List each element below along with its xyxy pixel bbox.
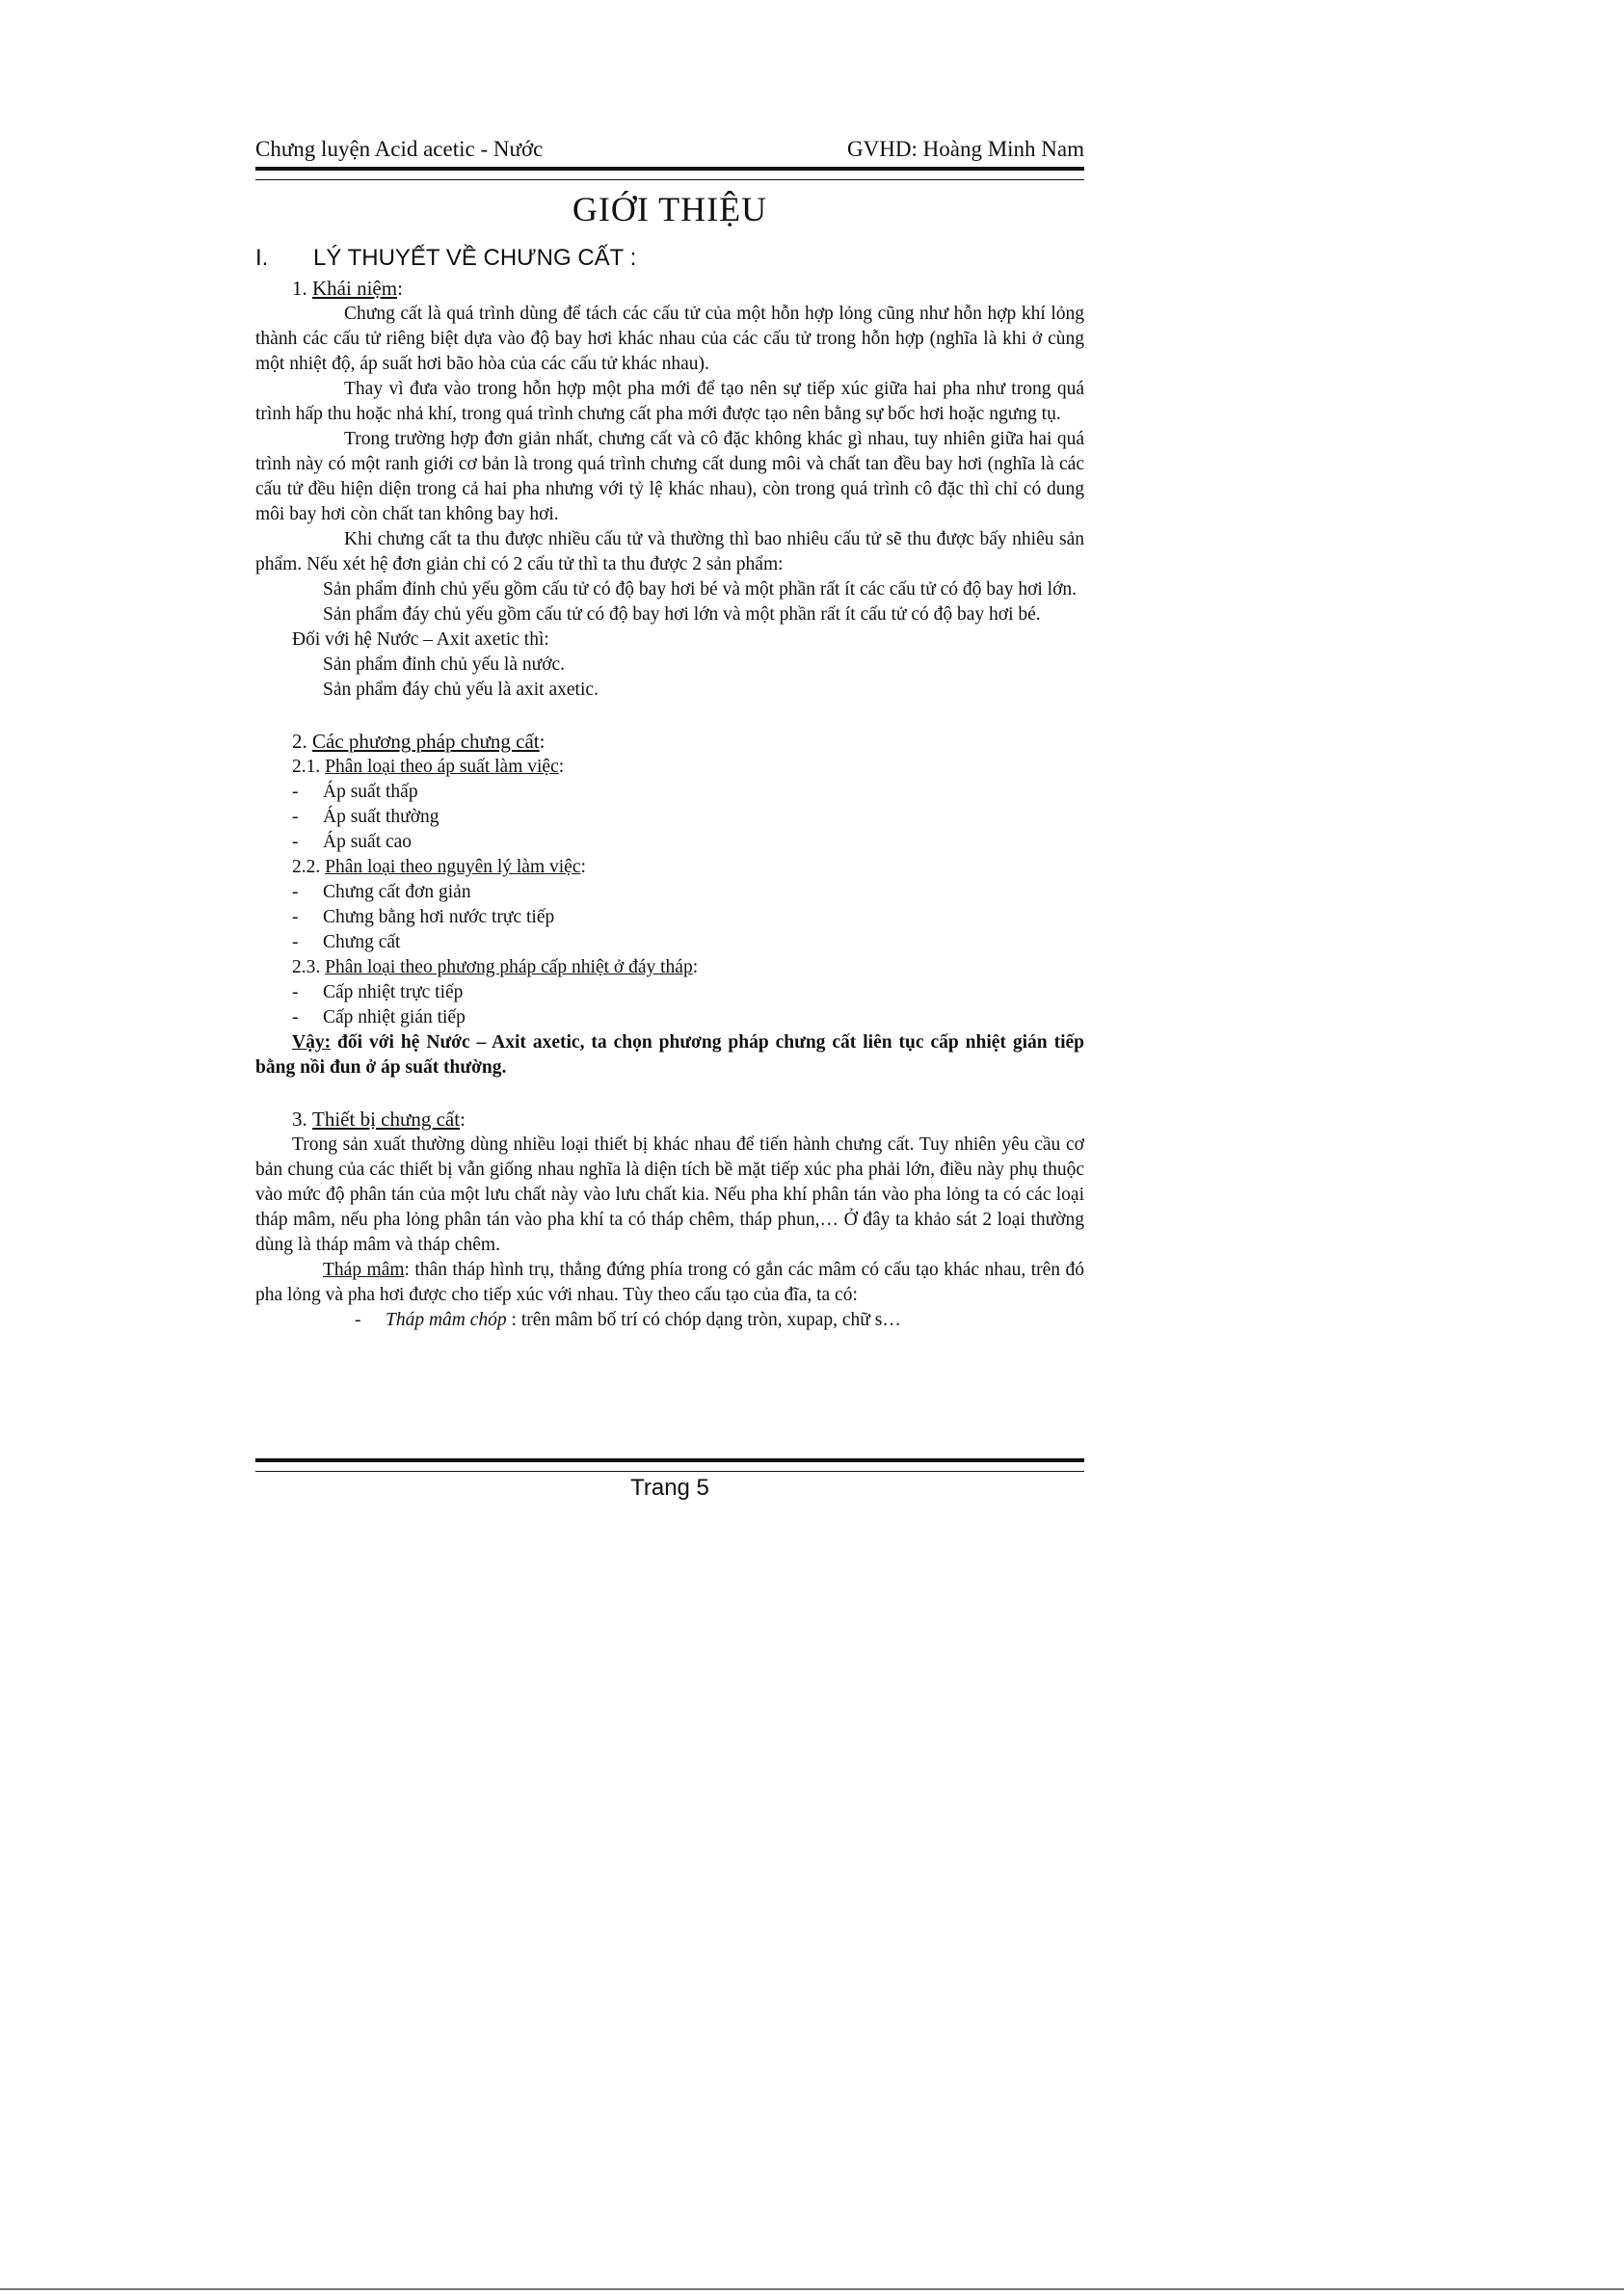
subsection-label: Thiết bị chưng cất: [312, 1107, 461, 1131]
group-number: 2.3.: [292, 957, 321, 977]
subsection-label: Các phương pháp chưng cất: [312, 730, 540, 753]
dash-marker: -: [292, 782, 299, 802]
paragraph: Trong sản xuất thường dùng nhiều loại thiết bị khác nhau để tiến hành chưng cất. Tuy nhiên yêu cầu cơ bản chung của các thiết bị vẫn giống nhau nghĩa là diện tích bề mặt tiếp xúc pha phải lớn, điều này phụ thuộc vào mức độ phân tán của một lưu chất này vào lưu chất kia. Nếu pha khí phân tán vào pha lỏng ta có các loại tháp mâm, nếu pha lỏng phân tán vào pha khí ta có tháp chêm, tháp phun,… Ở đây ta khảo sát 2 loại thường dùng là tháp mâm và tháp chêm.: [255, 1134, 1084, 1255]
section-number: I.: [255, 245, 269, 271]
dash-marker: -: [292, 982, 299, 1002]
header-rule: [255, 167, 1084, 180]
conclusion: [255, 1030, 1084, 1081]
list-item-text: Áp suất thường: [323, 807, 439, 827]
subsection-number: 3.: [292, 1107, 307, 1131]
subsection-colon: :: [397, 277, 403, 300]
dash-marker: -: [292, 907, 299, 927]
group-colon: :: [558, 757, 565, 777]
list-item: [255, 1308, 1084, 1333]
paragraph: Đối với hệ Nước – Axit axetic thì:: [292, 629, 549, 650]
group-label: Phân loại theo áp suất làm việc: [325, 757, 559, 777]
spacer: [255, 703, 1084, 728]
list-item-text: Cấp nhiệt trực tiếp: [323, 982, 464, 1002]
dash-marker: -: [292, 882, 299, 902]
page-number: Trang 5: [630, 1475, 709, 1501]
dash-marker: -: [292, 932, 299, 952]
spacer: [255, 1081, 1084, 1106]
group-number: 2.1.: [292, 757, 321, 777]
paragraph: Sản phẩm đáy chủ yếu gồm cấu tử có độ bay hơi lớn và một phần rất ít cấu tử có độ bay hơi bé.: [323, 604, 1041, 625]
group-heading: [255, 855, 1084, 880]
paragraph: Sản phẩm đỉnh chủ yếu là nước.: [323, 654, 566, 675]
footer-rule: [255, 1458, 1084, 1472]
section-title: LÝ THUYẾT VỀ CHƯNG CẤT :: [313, 245, 637, 271]
group-colon: :: [580, 857, 586, 877]
dash-marker: -: [355, 1310, 361, 1330]
header-right: GVHD: Hoàng Minh Nam: [847, 137, 1084, 161]
dash-marker: -: [292, 832, 299, 852]
page-header: [255, 135, 1084, 164]
subsection-3-heading: [255, 1106, 1084, 1133]
paragraph: Sản phẩm đỉnh chủ yếu gồm cấu tử có độ bay hơi bé và một phần rất ít các cấu tử có độ bay hơi lớn.: [323, 579, 1078, 600]
subsection-number: 2.: [292, 730, 307, 753]
bottom-divider: [0, 2288, 1624, 2290]
dash-marker: -: [292, 807, 299, 827]
term-label: Tháp mâm chóp: [386, 1310, 507, 1330]
group-label: Phân loại theo nguyên lý làm việc: [325, 857, 581, 877]
list-item: [255, 905, 1084, 930]
paragraph: Sản phẩm đáy chủ yếu là axit axetic.: [323, 680, 599, 700]
term-label: Tháp mâm: [323, 1260, 405, 1280]
dash-marker: -: [292, 1007, 299, 1027]
subsection-label: Khái niệm: [312, 277, 398, 300]
paragraph: Chưng cất là quá trình dùng để tách các cấu tử của một hỗn hợp lỏng cũng như hỗn hợp khí lỏng thành các cấu tử riêng biệt dựa vào độ bay hơi khác nhau của các cấu tử trong hỗn hợp (nghĩa là khi ở cùng một nhiệt độ, áp suất hơi bão hòa của các cấu tử khác nhau).: [255, 304, 1084, 374]
paragraph: Trong trường hợp đơn giản nhất, chưng cất và cô đặc không khác gì nhau, tuy nhiên giữa hai quá trình này có một ranh giới cơ bản là trong quá trình chưng cất dung môi và chất tan đều bay hơi (nghĩa là các cấu tử đều hiện diện trong cả hai pha nhưng với tỷ lệ khác nhau), còn trong quá trình cô đặc thì chỉ có dung môi bay hơi còn chất tan không bay hơi.: [255, 429, 1084, 524]
subsection-colon: :: [460, 1107, 466, 1131]
list-item-text: Cấp nhiệt gián tiếp: [323, 1007, 466, 1027]
page-title: GIỚI THIỆU: [572, 190, 768, 228]
subsection-colon: :: [539, 730, 546, 753]
document-page: [255, 135, 1084, 1333]
list-item: [255, 880, 1084, 905]
subsection-2-heading: [255, 728, 1084, 755]
paragraph: [255, 1258, 1084, 1308]
group-label: Phân loại theo phương pháp cấp nhiệt ở đáy tháp: [325, 957, 693, 977]
list-item: [255, 930, 1084, 955]
list-item: [255, 830, 1084, 855]
conclusion-text: đối với hệ Nước – Axit axetic, ta chọn phương pháp chưng cất liên tục cấp nhiệt gián tiếp bằng nồi đun ở áp suất thường.: [255, 1032, 1084, 1078]
list-item: [255, 805, 1084, 830]
term-text: : trên mâm bố trí có chóp dạng tròn, xupap, chữ s…: [506, 1310, 901, 1330]
group-colon: :: [692, 957, 699, 977]
subsection-1-heading: [255, 275, 1084, 302]
list-item: [255, 1005, 1084, 1030]
term-text: : thân tháp hình trụ, thẳng đứng phía trong có gắn các mâm có cấu tạo khác nhau, trên đó pha lỏng và pha hơi được cho tiếp xúc với nhau. Tùy theo cấu tạo của đĩa, ta có:: [255, 1260, 1084, 1305]
group-heading: [255, 755, 1084, 780]
paragraph: Thay vì đưa vào trong hỗn hợp một pha mới để tạo nên sự tiếp xúc giữa hai pha như trong quá trình hấp thu hoặc nhả khí, trong quá trình chưng cất pha mới được tạo nên bằng sự bốc hơi hoặc ngưng tụ.: [255, 379, 1084, 424]
group-number: 2.2.: [292, 857, 321, 877]
group-heading: [255, 955, 1084, 980]
subsection-number: 1.: [292, 277, 307, 300]
header-left: Chưng luyện Acid acetic - Nước: [255, 137, 544, 161]
list-item-text: Áp suất thấp: [323, 782, 418, 802]
list-item-text: Chưng cất: [323, 932, 401, 952]
list-item-text: Áp suất cao: [323, 832, 413, 852]
list-item: [255, 980, 1084, 1005]
conclusion-label: Vậy:: [292, 1032, 332, 1053]
list-item: [255, 780, 1084, 805]
list-item-text: Chưng cất đơn giản: [323, 882, 471, 902]
section-1-heading: [255, 242, 1084, 275]
list-item-text: Chưng bằng hơi nước trực tiếp: [323, 907, 555, 927]
paragraph: Khi chưng cất ta thu được nhiều cấu tử và thường thì bao nhiêu cấu tử sẽ thu được bấy nhiêu sản phẩm. Nếu xét hệ đơn giản chỉ có 2 cấu tử thì ta thu được 2 sản phẩm:: [255, 529, 1084, 574]
